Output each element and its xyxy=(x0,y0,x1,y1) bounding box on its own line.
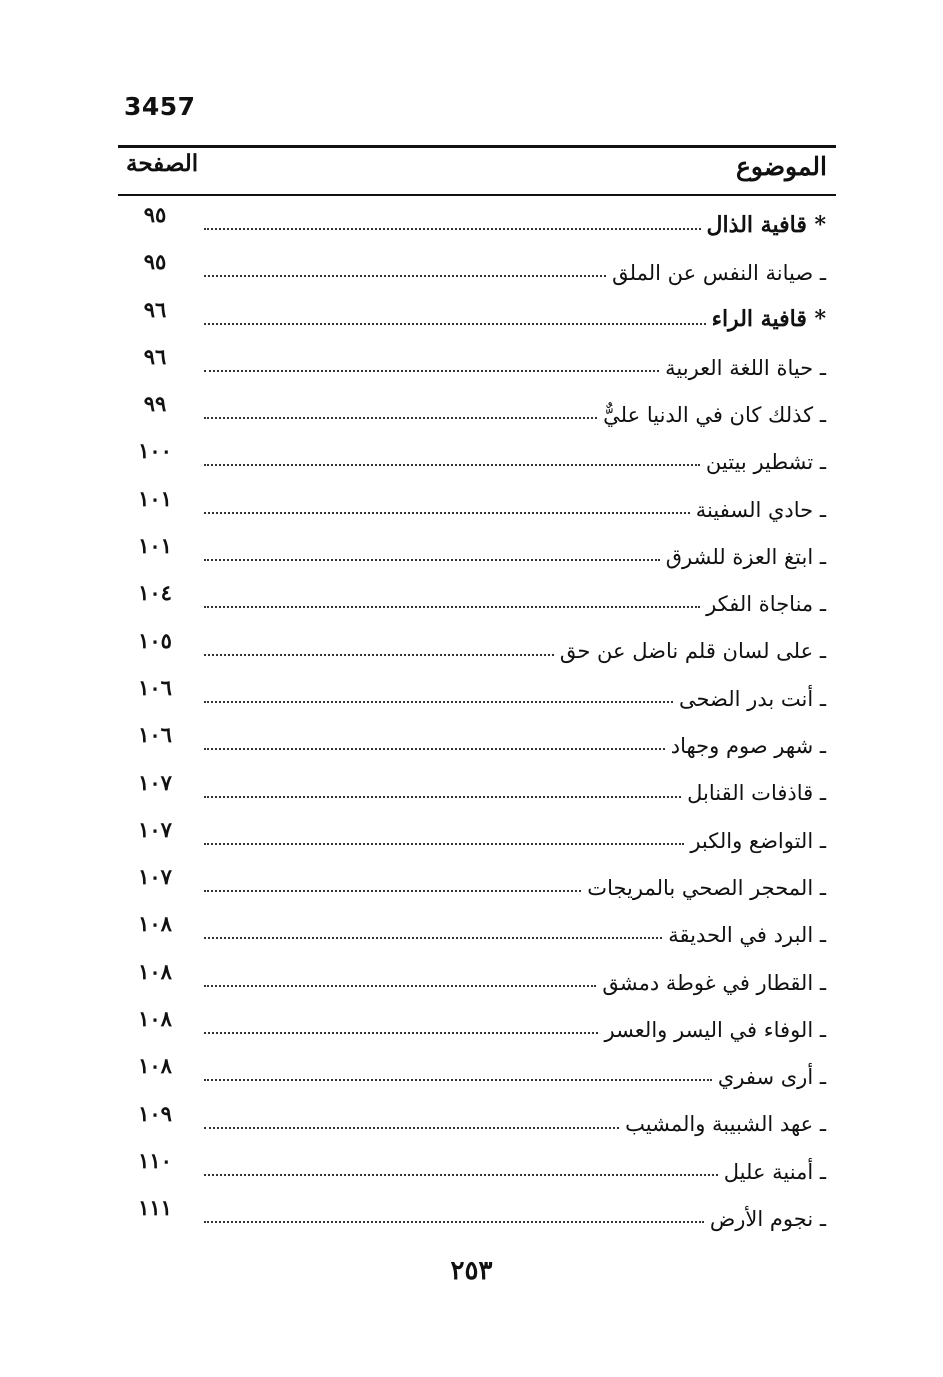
toc-entry-title: ـ مناجاة الفكر xyxy=(706,592,826,617)
dot-leader xyxy=(204,1126,619,1129)
toc-page-number: ٩٥ xyxy=(143,202,167,227)
dot-leader xyxy=(204,416,597,419)
dot-leader xyxy=(204,274,606,277)
toc-entry-title: ـ أمنية عليل xyxy=(723,1159,826,1184)
header-top-rule xyxy=(118,145,836,148)
toc-page-number: ٩٥ xyxy=(143,249,167,275)
toc-entry xyxy=(204,345,826,381)
toc-entry-title: ـ نجوم الأرض xyxy=(709,1206,826,1231)
toc-entry-row xyxy=(118,483,836,530)
toc-entry-title: ـ حياة اللغة العربية xyxy=(665,355,826,380)
toc-entry xyxy=(204,1149,826,1185)
toc-entry xyxy=(204,534,826,570)
toc-entry-row xyxy=(118,246,836,293)
toc-page-number: ١٠٨ xyxy=(138,958,172,984)
toc-page-number: ١٠٩ xyxy=(138,1100,172,1126)
dot-leader xyxy=(204,1078,712,1081)
toc-entry xyxy=(204,912,826,948)
toc-page-number: ١٠٨ xyxy=(138,1006,172,1032)
toc-page-number: ١٠١ xyxy=(138,533,172,559)
dot-leader xyxy=(204,605,700,608)
toc-entry xyxy=(204,581,826,617)
toc-page-number: ١٠٨ xyxy=(138,911,172,937)
toc-entry-row xyxy=(118,577,836,624)
toc-entry xyxy=(204,487,826,523)
dot-leader xyxy=(204,558,660,561)
toc-page-number: ١٠٧ xyxy=(138,816,172,842)
toc-page-number: ١٠٨ xyxy=(138,1053,172,1079)
toc-entry-row xyxy=(118,861,836,908)
toc-entry-title: ـ صيانة النفس عن الملق xyxy=(612,261,826,286)
toc-page-number: ١٠٦ xyxy=(138,722,172,748)
toc-page-number: ٩٦ xyxy=(143,296,167,322)
toc-entry-row xyxy=(118,1192,836,1239)
toc-entry-title: ـ القطار في غوطة دمشق xyxy=(602,970,826,995)
dot-leader xyxy=(204,1220,704,1223)
toc-entry-row xyxy=(118,1145,836,1192)
dot-leader xyxy=(204,747,665,750)
dot-leader xyxy=(204,227,701,230)
toc-entry-title: ـ التواضع والكبر xyxy=(690,828,826,853)
dot-leader xyxy=(204,984,596,987)
toc-page-number: ١٠٤ xyxy=(138,580,172,606)
toc-entry-title: ـ ابتغ العزة للشرق xyxy=(665,544,826,569)
toc-page-number: ٩٦ xyxy=(143,343,167,369)
toc-entry-row xyxy=(118,1098,836,1145)
toc-entry-row xyxy=(118,767,836,814)
column-header-page: الصفحة xyxy=(126,150,199,177)
toc-entry xyxy=(204,1054,826,1090)
toc-entry xyxy=(204,1007,826,1043)
toc-page-number: ٩٩ xyxy=(143,391,167,417)
toc-entry xyxy=(204,676,826,712)
toc-entry-row xyxy=(118,388,836,435)
toc-entry-title: ـ على لسان قلم ناضل عن حق xyxy=(559,639,826,664)
dot-leader xyxy=(204,1031,598,1034)
toc-entry xyxy=(204,771,826,807)
toc-entry xyxy=(204,392,826,428)
toc-page-number: ١١٠ xyxy=(138,1147,172,1173)
toc-entry-title: ـ شهر صوم وجهاد xyxy=(670,734,826,759)
dot-leader xyxy=(204,936,662,939)
toc-entry xyxy=(204,1196,826,1232)
toc-entry-row xyxy=(118,530,836,577)
toc-page-number: ١٠١ xyxy=(138,485,172,511)
toc-entry xyxy=(204,818,826,854)
toc-entry-title: * قافية الذال xyxy=(706,211,826,238)
toc-entry-title: ـ أرى سفري xyxy=(717,1065,826,1090)
toc-entry-title: ـ المحجر الصحي بالمريجات xyxy=(587,875,826,900)
toc-entry xyxy=(204,439,826,475)
dot-leader xyxy=(204,842,684,845)
toc-section-row xyxy=(118,294,836,341)
toc-page-number: ١٠٥ xyxy=(138,627,172,653)
toc-entry-title: ـ قاذفات القنابل xyxy=(687,781,826,806)
toc-page-number: ١٠٧ xyxy=(138,864,172,890)
dot-leader xyxy=(204,369,659,372)
toc-entry-title: ـ البرد في الحديقة xyxy=(668,923,826,948)
toc-entry-title: ـ أنت بدر الضحى xyxy=(679,686,826,711)
dot-leader xyxy=(204,322,706,325)
dot-leader xyxy=(204,700,673,703)
toc-entry xyxy=(204,723,826,759)
toc-entry xyxy=(204,250,826,286)
toc-entry-title: * قافية الراء xyxy=(711,306,826,333)
toc-page-number: ١٠٠ xyxy=(138,438,172,464)
toc-page-number: ١٠٧ xyxy=(138,769,172,795)
toc-page-number: ١١١ xyxy=(138,1195,172,1221)
dot-leader xyxy=(204,889,581,892)
toc-entry-row xyxy=(118,435,836,482)
toc-entry-row xyxy=(118,672,836,719)
toc-entry xyxy=(204,298,826,334)
toc-page-number: ١٠٦ xyxy=(138,674,172,700)
dot-leader xyxy=(204,511,690,514)
dot-leader xyxy=(204,795,681,798)
toc-entry xyxy=(204,960,826,996)
toc-entry-row xyxy=(118,908,836,955)
toc-entry-row xyxy=(118,719,836,766)
toc-entry-row xyxy=(118,956,836,1003)
toc-section-row xyxy=(118,199,836,246)
toc-entry xyxy=(204,203,826,239)
toc-entry xyxy=(204,629,826,665)
dot-leader xyxy=(204,1173,718,1176)
toc-entry-title: ـ عهد الشبيبة والمشيب xyxy=(625,1112,826,1137)
toc-entry-title: ـ كذلك كان في الدنيا عليٌّ xyxy=(603,402,826,427)
table-of-contents xyxy=(118,199,836,1240)
toc-entry-row xyxy=(118,1050,836,1097)
toc-entry-row xyxy=(118,625,836,672)
toc-entry xyxy=(204,865,826,901)
page-code: 3457 xyxy=(124,92,196,121)
toc-entry-title: ـ الوفاء في اليسر والعسر xyxy=(604,1017,826,1042)
toc-entry-title: ـ حادي السفينة xyxy=(695,497,826,522)
dot-leader xyxy=(204,463,700,466)
column-header-topic: الموضوع xyxy=(736,152,827,181)
toc-entry-row xyxy=(118,814,836,861)
dot-leader xyxy=(204,653,554,656)
toc-entry-row xyxy=(118,341,836,388)
toc-entry-title: ـ تشطير بيتين xyxy=(705,450,826,475)
toc-entry xyxy=(204,1102,826,1138)
page-number: ٢٥٣ xyxy=(450,1256,493,1286)
header-bottom-rule xyxy=(118,194,836,196)
toc-entry-row xyxy=(118,1003,836,1050)
